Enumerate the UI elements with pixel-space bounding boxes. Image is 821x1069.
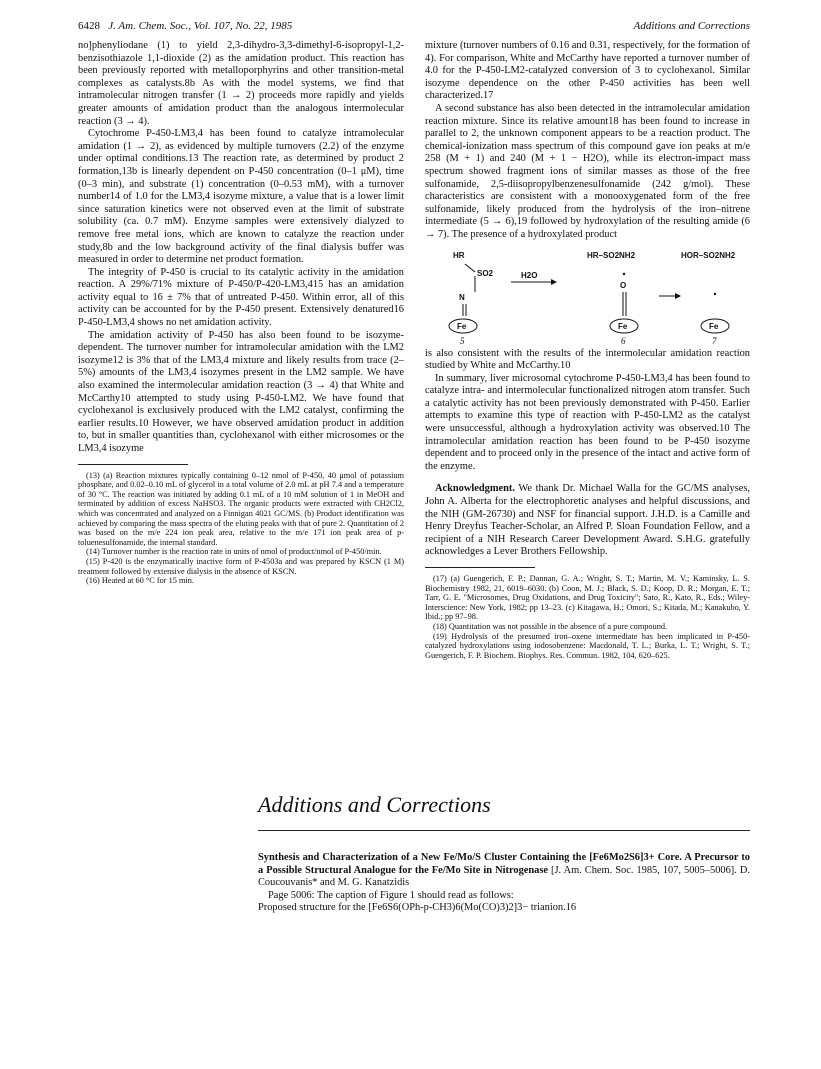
label-hr: HR — [453, 250, 465, 260]
right-column — [425, 40, 750, 660]
paragraph: A second substance has also been detected in the intramolecular amidation reaction mixture. Since its relative amount18 has been found to increase in parallel to 2, the unknown component appears to be a reaction product. The chemical-ionization mass spectrum of this compound gave ion peaks at m/e 258 (M + 1) and 240 (M + 1 − H2O), while its electron-impact mass spectrum showed fragment ions of similar masses as those of the free sulfonamide, 2,5-diisopropylbenzenesulfonamide (242 g/mol). These characteristics are consistent with a monooxygenated form of the free sulfonamide, likely produced from the hydrolysis of the iron–nitrene intermediate (5 → 6),19 followed by hydroxylation of the resulting amide (6 → 7). The presence of a hydroxylated product — [425, 102, 750, 240]
running-header — [78, 20, 750, 36]
acknowledgment — [425, 483, 750, 559]
footnote: (13) (a) Reaction mixtures typically containing 0–12 nmol of P-450, 40 μmol of potassium phosphate, and 0.02–0.10 mL of glycerol in a total volume of 2.0 mL at pH 7.4 and a temperature of 30 °C. The reaction was initiated by adding 0.1 mL of a 10 mM solution of 1 in MeOH and terminated by addition of excess NaHSO3. The organic products were extracted with CH2Cl2, which was concentrated and analyzed on a Finnigan 4021 GC/MS. (b) Product identification was achieved by comparing the mass spectra of the eluting peaks with that of pure 2. Quantitation of 2 was based on the m/e 224 ion peak area, relative to the m/e 171 ion peak area of p-toluenesulfonamide, the internal standard. — [78, 470, 404, 547]
arrowhead — [675, 293, 681, 299]
label-so2: SO2 — [477, 268, 494, 278]
section-title: Additions and Corrections — [258, 792, 491, 817]
paragraph: mixture (turnover numbers of 0.16 and 0.31, respectively, for the formation of 4). For comparison, White and McCarthy have reported a turnover number of 4.0 for the P-450-LM2-catalyzed conversion of 3 to cyclohexanol. Similar isozyme dependence on the other P-450 activities has been well characterized.17 — [425, 40, 750, 102]
paragraph: The integrity of P-450 is crucial to its catalytic activity in the amidation reaction. A 29%/71% mixture of P-450/P-420-LM3,415 has an amidation activity equal to 16 ± 7% that of untreated P-450. Within error, all of this activity can be accounted for by the P-450 present. Extensively denatured16 P-450-LM3,4 shows no net amidation activity. — [78, 266, 404, 329]
reaction-scheme — [425, 246, 750, 344]
label-n: N — [459, 292, 465, 302]
journal-citation: J. Am. Chem. Soc., Vol. 107, No. 22, 1985 — [108, 20, 293, 32]
footnote-rule — [425, 567, 535, 568]
page-number: 6428 — [78, 20, 100, 32]
correction-heading — [258, 852, 750, 890]
label-fe: Fe — [618, 321, 628, 331]
footnote: (17) (a) Guengerich, F. P.; Dannan, G. A.; Wright, S. T.; Martin, M. V.; Kaminsky, L. S. Biochemistry 1982, 21, 6019–6030. (b) Coon, M. J.; Black, S. D.; Koop, D. R.; Morgan, E. T.; Tarr, G. E. "Microsomes, Drug Oxidations, and Drug Toxicity"; Sato, R., Kato, R., Eds.; Wiley-Interscience: New York, 1982; pp 13–23. (c) Kitagawa, H.; Omori, S.; Kitada, M.; Kanakubo, Y. Ibid.; pp 97–98. — [425, 574, 750, 622]
paragraph: The amidation activity of P-450 has also been found to be isozyme-dependent. The turnover number for intramolecular amidation with the LM2 isozyme12 is 3% that of the LM3,4 mixture and likely results from trace (2–5%) amounts of the LM3,4 isozymes present in the LM2 sample. We have also examined the intermolecular amidation reaction (3 → 4) that White and McCarthy10 attempted to study using P-450-LM2. We have found that cyclohexanol is exclusively produced with the LM2 catalyst, confirming the earlier results.10 However, we have observed amidation product in addition to, but in smaller quantities than, cyclohexanol with either microsomes or the LM3,4 isozyme — [78, 329, 404, 454]
label-oxygen: O — [620, 280, 627, 290]
footnote: (16) Heated at 60 °C for 15 min. — [86, 576, 194, 586]
dot-marker — [623, 272, 625, 274]
paragraph: is also consistent with the results of the intermolecular amidation reaction studied by White and McCarthy.10 — [425, 347, 750, 372]
footnote: (19) Hydrolysis of the presumed iron–oxene intermediate has been implicated in P-450-catalyzed hydroxylations using iodosobenzene: Macdonald, T. L.; Burka, L. T.; Wright, S. T.; Guengerich, F. P. Biochem. Biophys. Res. Commun. 1982, 104, 620–625. — [425, 631, 750, 660]
bond-line — [465, 264, 475, 272]
acknowledgment-text: We thank Dr. Michael Walla for the GC/MS analyses, John A. Alberta for the electrophoretic analyses and helpful discussions, and the NIH (GM-26730) and NSF for financial support. J.H.D. is a Camille and Henry Dreyfus Teacher-Scholar, an Alfred P. Sloan Foundation Fellow, and a recipient of a NIH Research Career Development Award. S.H.G. gratefully acknowledges a Lever Brothers Fellowship. — [425, 483, 750, 558]
label-reagent: H2O — [521, 270, 538, 280]
correction-text: Proposed structure for the [Fe6S6(OPh-p-CH3)6(Mo(CO)3)2]3− trianion.16 — [258, 902, 577, 914]
paragraph: In summary, liver microsomal cytochrome P-450-LM3,4 has been found to catalyze intra- and intermolecular functionalized nitrogen atom transfer. Such a catalytic activity has not been previously demonstrated with P-450. Earlier attempts to examine this type of reaction with P-450-LM2 as the catalyst were unsuccessful, although a hydroxylation activity was observed.10 The intramolecular amidation reaction has been found to be P-450 isozyme dependent and to proceed only in the presence of the intact and active form of the enzyme. — [425, 372, 750, 472]
footnote: (14) Turnover number is the reaction rate in units of nmol of product/nmol of P-450/min. — [86, 547, 382, 557]
correction-text: Page 5006: The caption of Figure 1 should read as follows: — [268, 889, 514, 901]
footnote: (18) Quantitation was not possible in the absence of a pure compound. — [433, 621, 668, 631]
footnote: (15) P-420 is the enzymatically inactive form of P-4503a and was prepared by KSCN (1 M) treatment followed by extensive dialysis in the absence of KSCN. — [78, 556, 404, 576]
label-compound-6: HR–SO2NH2 — [587, 250, 636, 260]
footnotes-left — [78, 471, 404, 586]
header-page-and-citation — [78, 20, 292, 32]
section-rule — [258, 830, 750, 831]
footnotes-right — [425, 574, 750, 660]
acknowledgment-heading: Acknowledgment. — [435, 483, 515, 495]
left-column — [78, 40, 404, 586]
arrowhead — [551, 279, 557, 285]
paragraph: no]phenyliodane (1) to yield 2,3-dihydro-3,3-dimethyl-6-isopropyl-1,2-benzisothiazole 1,1-dioxide (2) as the amidation product. This reaction has been previously reported with metalloporphyrins and other transition-metal complexes as catalysts.8b As with the model systems, we find that intramolecular nitrogen transfer (1 → 2) proceeds more rapidly and yields greater amounts of amidation product than the analogous intermolecular reaction (3 → 4). — [78, 40, 404, 127]
dot-marker — [714, 292, 716, 294]
correction-entry-title: Synthesis and Characterization of a New Fe/Mo/S Cluster Containing the [Fe6Mo2S6]3+ Core. A Precursor to a Possible Structural Analogue for the Fe/Mo Site in Nitrogenase — [258, 852, 750, 876]
compound-number: 5 — [460, 335, 465, 346]
compound-number: 6 — [621, 335, 626, 346]
section-name: Additions and Corrections — [633, 20, 750, 32]
label-fe: Fe — [457, 321, 467, 331]
correction-entry — [258, 852, 750, 915]
footnote-rule — [78, 464, 188, 465]
compound-number: 7 — [712, 335, 717, 346]
correction-citation: [J. Am. Chem. Soc. 1985, 107, 5005–5006]. D. Coucouvanis* and M. G. Kanatzidis — [258, 864, 750, 889]
paragraph: Cytochrome P-450-LM3,4 has been found to catalyze intramolecular amidation (1 → 2), as evidenced by multiple turnovers (2.2) of the enzyme under optimal conditions.13 The reaction rate, as determined by product 2 formation,13b is linearly dependent on P-450 concentration (0–1 μM), time (0–3 min), and substrate (1) concentration (0–0.53 mM), with a turnover number14 of 1.0 for the LM3,4 isozyme mixture, a value that is a lower limit since saturation kinetics were not observed even at the limit of substrate solubility (ca. 0.7 mM). Enzyme samples were extensively dialyzed to remove free metal ions, which are known to catalyze the reaction under study,8b and the low background activity of the final dialysis buffer was measured in order to determine net product formation. — [78, 128, 404, 266]
label-compound-7: HOR–SO2NH2 — [681, 250, 736, 260]
label-fe: Fe — [709, 321, 719, 331]
